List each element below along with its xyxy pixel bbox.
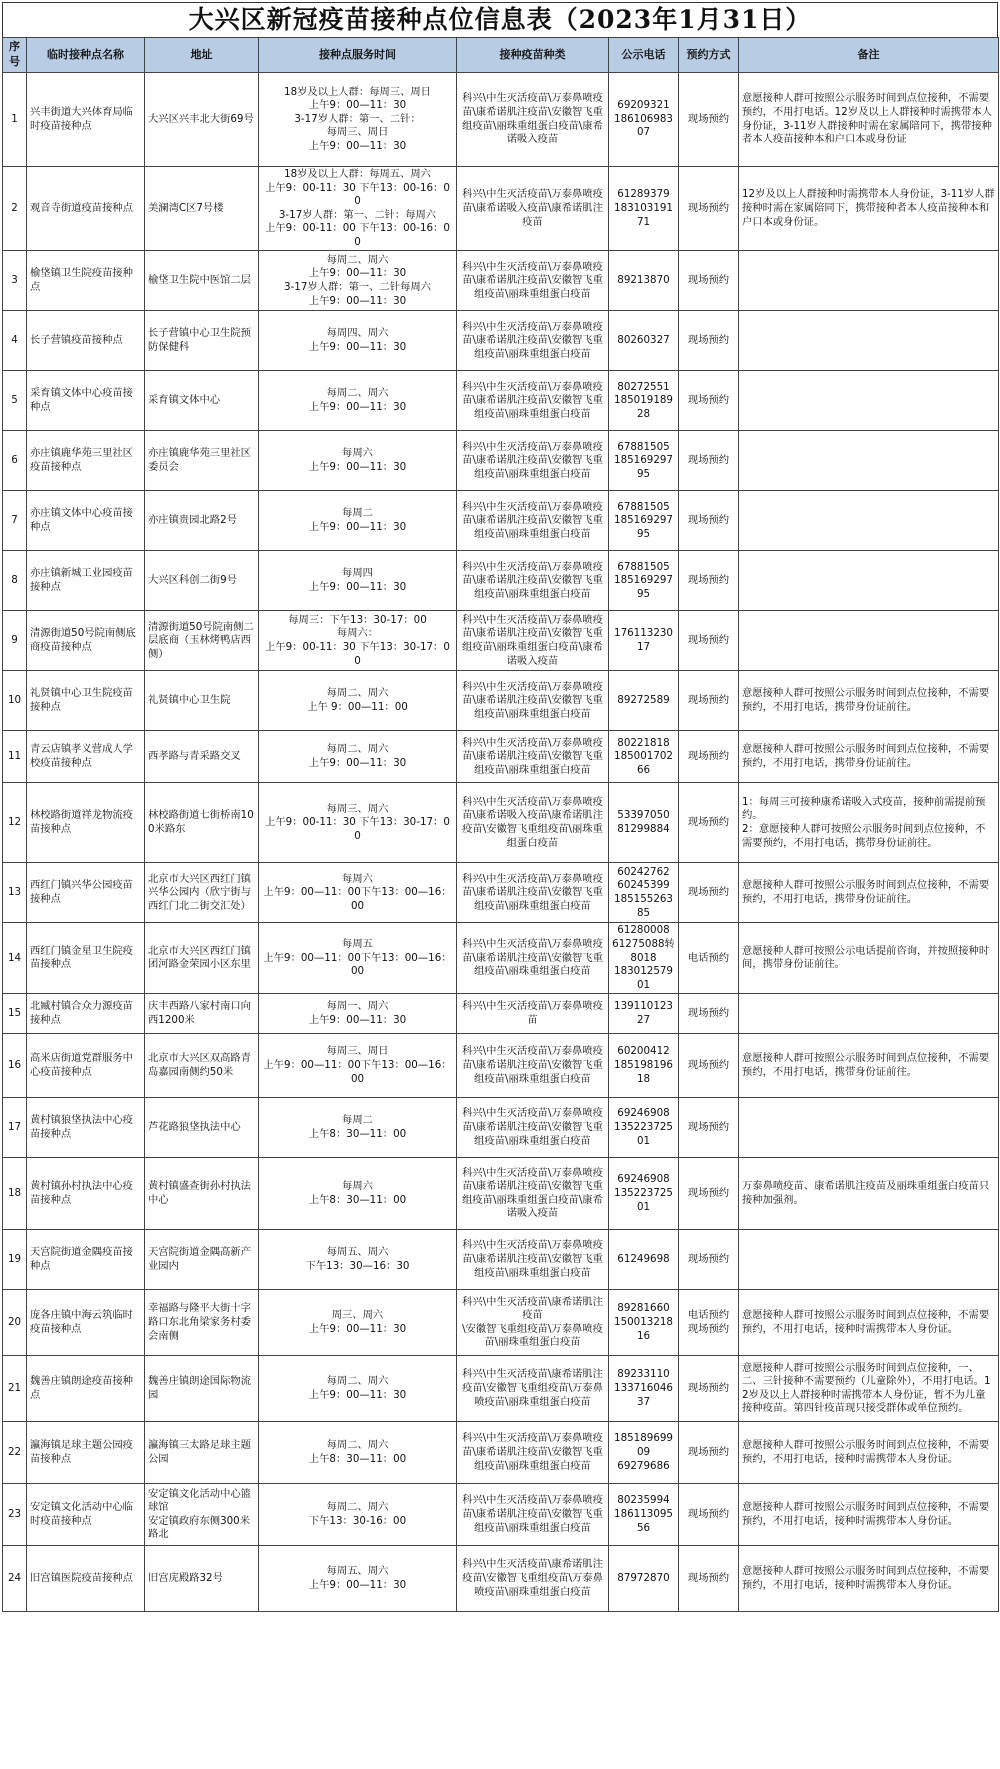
booking-method: 现场预约 (679, 731, 739, 783)
site-name: 亦庄镇文体中心疫苗接种点 (27, 491, 145, 551)
remarks (739, 994, 999, 1034)
row-index: 15 (3, 994, 27, 1034)
contact-phone: 89272589 (609, 671, 679, 731)
row-index: 22 (3, 1422, 27, 1484)
site-address: 长子营镇中心卫生院预防保健科 (145, 311, 259, 371)
site-address: 芦花路狼垡执法中心 (145, 1098, 259, 1158)
site-address: 礼贤镇中心卫生院 (145, 671, 259, 731)
booking-method: 现场预约 (679, 611, 739, 671)
page-title: 大兴区新冠疫苗接种点位信息表（2023年1月31日） (2, 2, 998, 37)
table-row (3, 551, 999, 611)
table-row (3, 1422, 999, 1484)
site-name: 采育镇文体中心疫苗接种点 (27, 371, 145, 431)
site-address: 大兴区科创二街9号 (145, 551, 259, 611)
service-time: 每周六 上午9：00—11：30 (259, 431, 457, 491)
site-address: 魏善庄镇朗途国际物流园 (145, 1356, 259, 1422)
remarks: 万泰鼻喷疫苗、康希诺肌注疫苗及丽珠重组蛋白疫苗只接种加强剂。 (739, 1158, 999, 1230)
service-time: 每周四、周六 上午9：00—11：30 (259, 311, 457, 371)
table-row (3, 431, 999, 491)
booking-method: 现场预约 (679, 1422, 739, 1484)
site-address: 北京市大兴区西红门镇团河路金荣园小区东里 (145, 923, 259, 994)
row-index: 12 (3, 783, 27, 863)
booking-method: 电话预约 现场预约 (679, 1290, 739, 1356)
contact-phone: 61249698 (609, 1230, 679, 1290)
site-address: 旧宫庑殿路32号 (145, 1546, 259, 1612)
row-index: 9 (3, 611, 27, 671)
site-address: 西孝路与青采路交叉 (145, 731, 259, 783)
site-name: 青云店镇孝义营成人学校疫苗接种点 (27, 731, 145, 783)
table-row (3, 671, 999, 731)
table-row (3, 167, 999, 251)
remarks (739, 1230, 999, 1290)
table-row (3, 371, 999, 431)
remarks (739, 611, 999, 671)
header-vaccine-types: 接种疫苗种类 (457, 38, 609, 73)
row-index: 1 (3, 73, 27, 167)
site-name: 礼贤镇中心卫生院疫苗接种点 (27, 671, 145, 731)
site-address: 大兴区兴丰北大街69号 (145, 73, 259, 167)
remarks: 意愿接种人群可按照公示电话提前咨询，并按照接种时间，携带身份证前往。 (739, 923, 999, 994)
row-index: 20 (3, 1290, 27, 1356)
site-name: 魏善庄镇朗途疫苗接种点 (27, 1356, 145, 1422)
table-row (3, 731, 999, 783)
table-row (3, 73, 999, 167)
service-time: 每周三、周六 上午9：00-11：30 下午13：30-17：00 (259, 783, 457, 863)
remarks: 意愿接种人群可按照公示服务时间到点位接种，不需要预约，不用打电话，携带身份证前往。 (739, 731, 999, 783)
vaccine-types: 科兴\中生灭活疫苗\万泰鼻喷疫苗\康希诺肌注疫苗\安徽智飞重组疫苗\丽珠重组蛋白疫苗\康希诺吸入疫苗 (457, 611, 609, 671)
table-row (3, 1034, 999, 1098)
site-name: 黄村镇狼垡执法中心疫苗接种点 (27, 1098, 145, 1158)
booking-method: 现场预约 (679, 371, 739, 431)
service-time: 每周二、周六 下午13：30-16：00 (259, 1484, 457, 1546)
row-index: 19 (3, 1230, 27, 1290)
booking-method: 现场预约 (679, 783, 739, 863)
remarks (739, 1098, 999, 1158)
vaccine-types: 科兴\中生灭活疫苗\万泰鼻喷疫苗\康希诺肌注疫苗\安徽智飞重组疫苗\丽珠重组蛋白疫苗 (457, 923, 609, 994)
remarks: 意愿接种人群可按照公示服务时间到点位接种，不需要预约，不用打电话，接种时需携带本人身份证。 (739, 1290, 999, 1356)
table-row (3, 611, 999, 671)
contact-phone: 60242762 60245399 18515526385 (609, 863, 679, 923)
vaccine-types: 科兴\中生灭活疫苗\万泰鼻喷疫苗\康希诺肌注疫苗\安徽智飞重组疫苗\丽珠重组蛋白疫苗 (457, 491, 609, 551)
row-index: 8 (3, 551, 27, 611)
site-name: 黄村镇孙村执法中心疫苗接种点 (27, 1158, 145, 1230)
site-name: 瀛海镇足球主题公园疫苗接种点 (27, 1422, 145, 1484)
site-address: 幸福路与隆平大街十字路口东北角梁家务村委会南侧 (145, 1290, 259, 1356)
remarks: 意愿接种人群可按照公示服务时间到点位接种，不需要预约，不用打电话，携带身份证前往。 (739, 863, 999, 923)
service-time: 每周四 上午9：00—11：30 (259, 551, 457, 611)
remarks (739, 251, 999, 311)
row-index: 23 (3, 1484, 27, 1546)
site-address: 采育镇文体中心 (145, 371, 259, 431)
contact-phone: 67881505 18516929795 (609, 551, 679, 611)
contact-phone: 67881505 18516929795 (609, 491, 679, 551)
vaccine-types: 科兴\中生灭活疫苗\万泰鼻喷疫苗\康希诺肌注疫苗\安徽智飞重组疫苗\丽珠重组蛋白疫苗 (457, 1098, 609, 1158)
vaccination-sheet (2, 2, 998, 1612)
booking-method: 现场预约 (679, 311, 739, 371)
site-address: 清源街道50号院南侧二层底商（玉林烤鸭店西侧） (145, 611, 259, 671)
booking-method: 现场预约 (679, 431, 739, 491)
row-index: 16 (3, 1034, 27, 1098)
site-name: 天宫院街道金隅疫苗接种点 (27, 1230, 145, 1290)
row-index: 5 (3, 371, 27, 431)
remarks (739, 551, 999, 611)
remarks (739, 431, 999, 491)
site-name: 旧宫镇医院疫苗接种点 (27, 1546, 145, 1612)
site-address: 北京市大兴区双高路青岛嘉园南侧约50米 (145, 1034, 259, 1098)
row-index: 11 (3, 731, 27, 783)
booking-method: 现场预约 (679, 73, 739, 167)
header-booking-method: 预约方式 (679, 38, 739, 73)
remarks: 1：每周三可接种康希诺吸入式疫苗，接种前需提前预约。 2：意愿接种人群可按照公示服务时间到点位接种，不需要预约，不用打电话，携带身份证前往。 (739, 783, 999, 863)
remarks (739, 371, 999, 431)
contact-phone: 89281660 15001321816 (609, 1290, 679, 1356)
booking-method: 现场预约 (679, 1230, 739, 1290)
site-name: 北臧村镇合众力源疫苗接种点 (27, 994, 145, 1034)
booking-method: 现场预约 (679, 1158, 739, 1230)
header-phone: 公示电话 (609, 38, 679, 73)
row-index: 13 (3, 863, 27, 923)
service-time: 每周二、周六 上午9：00—11：30 (259, 371, 457, 431)
service-time: 每周三、周日 上午9：00—11：00下午13：00—16：00 (259, 1034, 457, 1098)
site-address: 瀛海镇三太路足球主题公园 (145, 1422, 259, 1484)
vaccine-types: 科兴\中生灭活疫苗\万泰鼻喷疫苗\康希诺肌注疫苗\安徽智飞重组疫苗\丽珠重组蛋白疫苗 (457, 1034, 609, 1098)
booking-method: 现场预约 (679, 671, 739, 731)
header-index: 序号 (3, 38, 27, 73)
contact-phone: 69209321 18610698307 (609, 73, 679, 167)
table-row (3, 311, 999, 371)
contact-phone: 67881505 18516929795 (609, 431, 679, 491)
site-name: 高米店街道党群服务中心疫苗接种点 (27, 1034, 145, 1098)
vaccination-table (2, 37, 999, 1612)
service-time: 18岁及以上人群：每周五、周六 上午9：00-11：30 下午13：00-16：00 3-17岁人群：第一、二针：每周六 上午9：00-11：00 下午13：00-16：00 (259, 167, 457, 251)
contact-phone: 13911012327 (609, 994, 679, 1034)
site-address: 美澜湾C区7号楼 (145, 167, 259, 251)
booking-method: 现场预约 (679, 551, 739, 611)
site-name: 西红门镇金星卫生院疫苗接种点 (27, 923, 145, 994)
site-name: 榆垡镇卫生院疫苗接种点 (27, 251, 145, 311)
header-address: 地址 (145, 38, 259, 73)
table-row (3, 1098, 999, 1158)
site-name: 亦庄镇鹿华苑三里社区 疫苗接种点 (27, 431, 145, 491)
contact-phone: 87972870 (609, 1546, 679, 1612)
booking-method: 现场预约 (679, 1356, 739, 1422)
site-name: 观音寺街道疫苗接种点 (27, 167, 145, 251)
table-row (3, 783, 999, 863)
header-row (3, 38, 999, 73)
contact-phone: 80272551 18501918928 (609, 371, 679, 431)
service-time: 18岁及以上人群：每周三、周日 上午9：00—11：30 3-17岁人群：第一、二针： 每周三、周日 上午9：00—11：30 (259, 73, 457, 167)
vaccine-types: 科兴\中生灭活疫苗\康希诺肌注疫苗 \安徽智飞重组疫苗\万泰鼻喷疫苗\丽珠重组蛋白疫苗 (457, 1290, 609, 1356)
service-time: 每周二、周六 上午9：00—11：30 (259, 731, 457, 783)
table-row (3, 1356, 999, 1422)
remarks: 意愿接种人群可按照公示服务时间到点位接种，不需要预约，不用打电话，接种时需携带本人身份证。 (739, 1546, 999, 1612)
row-index: 17 (3, 1098, 27, 1158)
booking-method: 现场预约 (679, 1546, 739, 1612)
vaccine-types: 科兴\中生灭活疫苗\康希诺肌注疫苗\安徽智飞重组疫苗\万泰鼻喷疫苗\丽珠重组蛋白疫苗 (457, 1356, 609, 1422)
site-name: 安定镇文化活动中心临时疫苗接种点 (27, 1484, 145, 1546)
contact-phone: 69246908 13522372501 (609, 1158, 679, 1230)
vaccine-types: 科兴\中生灭活疫苗\万泰鼻喷疫苗\康希诺肌注疫苗\安徽智飞重组疫苗\丽珠重组蛋白疫苗 (457, 311, 609, 371)
vaccine-types: 科兴\中生灭活疫苗\万泰鼻喷疫苗\康希诺肌注疫苗\安徽智飞重组疫苗\丽珠重组蛋白疫苗 (457, 1422, 609, 1484)
booking-method: 现场预约 (679, 167, 739, 251)
row-index: 10 (3, 671, 27, 731)
table-row (3, 1484, 999, 1546)
contact-phone: 18518969909 69279686 (609, 1422, 679, 1484)
service-time: 每周二、周六 上午9：00—11：30 (259, 1356, 457, 1422)
service-time: 每周六 上午8：30—11：00 (259, 1158, 457, 1230)
vaccine-types: 科兴\中生灭活疫苗\万泰鼻喷疫苗\康希诺肌注疫苗\安徽智飞重组疫苗\丽珠重组蛋白疫苗 (457, 1230, 609, 1290)
table-row (3, 1158, 999, 1230)
site-address: 安定镇文化活动中心篮球馆 安定镇政府东侧300米路北 (145, 1484, 259, 1546)
booking-method: 电话预约 (679, 923, 739, 994)
contact-phone: 80221818 18500170266 (609, 731, 679, 783)
vaccine-types: 科兴\中生灭活疫苗\康希诺肌注疫苗\安徽智飞重组疫苗\万泰鼻喷疫苗\丽珠重组蛋白疫苗 (457, 1546, 609, 1612)
booking-method: 现场预约 (679, 1034, 739, 1098)
vaccine-types: 科兴\中生灭活疫苗\万泰鼻喷疫苗\康希诺肌注疫苗\安徽智飞重组疫苗\丽珠重组蛋白疫苗 (457, 251, 609, 311)
vaccine-types: 科兴\中生灭活疫苗\万泰鼻喷疫苗\康希诺肌注疫苗\安徽智飞重组疫苗\丽珠重组蛋白疫苗 (457, 1484, 609, 1546)
row-index: 6 (3, 431, 27, 491)
service-time: 周三、周六 上午9：00—11：30 (259, 1290, 457, 1356)
booking-method: 现场预约 (679, 491, 739, 551)
site-name: 西红门镇兴华公园疫苗接种点 (27, 863, 145, 923)
vaccine-types: 科兴\中生灭活疫苗\万泰鼻喷疫苗\康希诺肌注疫苗\安徽智飞重组疫苗\丽珠重组蛋白疫苗\康希诺吸入疫苗 (457, 73, 609, 167)
row-index: 14 (3, 923, 27, 994)
remarks: 意愿接种人群可按照公示服务时间到点位接种，不需要预约，不用打电话。12岁及以上人群接种时需携带本人身份证，3-11岁人群接种时需在家属陪同下，携带接种者本人疫苗接种本和户口本或身份证 (739, 73, 999, 167)
service-time: 每周二 上午9：00—11：30 (259, 491, 457, 551)
remarks: 意愿接种人群可按照公示服务时间到点位接种，不需要预约，不用打电话，携带身份证前往。 (739, 671, 999, 731)
row-index: 4 (3, 311, 27, 371)
site-address: 榆垡卫生院中医馆二层 (145, 251, 259, 311)
table-row (3, 1546, 999, 1612)
table-row (3, 1230, 999, 1290)
vaccine-types: 科兴\中生灭活疫苗\万泰鼻喷疫苗\康希诺吸入疫苗\康希诺肌注疫苗 (457, 167, 609, 251)
site-address: 黄村镇盛查街孙村执法中心 (145, 1158, 259, 1230)
vaccine-types: 科兴\中生灭活疫苗\万泰鼻喷疫苗\康希诺肌注疫苗\安徽智飞重组疫苗\丽珠重组蛋白疫苗\康希诺吸入疫苗 (457, 1158, 609, 1230)
site-address: 北京市大兴区西红门镇兴华公园内（欣宁街与西红门北二街交汇处） (145, 863, 259, 923)
vaccine-types: 科兴\中生灭活疫苗\万泰鼻喷疫苗\康希诺吸入疫苗\康希诺肌注疫苗\安徽智飞重组疫苗\丽珠重组蛋白疫苗 (457, 783, 609, 863)
vaccine-types: 科兴\中生灭活疫苗\万泰鼻喷疫苗\康希诺肌注疫苗\安徽智飞重组疫苗\丽珠重组蛋白疫苗 (457, 863, 609, 923)
site-address: 林校路街道七街桥南100米路东 (145, 783, 259, 863)
service-time: 每周一、周六 上午9：00—11：30 (259, 994, 457, 1034)
contact-phone: 89233110 13371604637 (609, 1356, 679, 1422)
vaccine-types: 科兴\中生灭活疫苗\万泰鼻喷疫苗\康希诺肌注疫苗\安徽智飞重组疫苗\丽珠重组蛋白疫苗 (457, 671, 609, 731)
table-row (3, 863, 999, 923)
service-time: 每周六 上午9：00—11：00下午13：00—16：00 (259, 863, 457, 923)
row-index: 3 (3, 251, 27, 311)
service-time: 每周五、周六 下午13：30—16：30 (259, 1230, 457, 1290)
contact-phone: 53397050 81299884 (609, 783, 679, 863)
site-name: 庞各庄镇中海云筑临时疫苗接种点 (27, 1290, 145, 1356)
site-address: 亦庄镇鹿华苑三里社区委员会 (145, 431, 259, 491)
service-time: 每周二、周六 上午 9：00—11：00 (259, 671, 457, 731)
vaccine-types: 科兴\中生灭活疫苗\万泰鼻喷疫苗\康希诺肌注疫苗\安徽智飞重组疫苗\丽珠重组蛋白疫苗 (457, 431, 609, 491)
booking-method: 现场预约 (679, 994, 739, 1034)
table-row (3, 923, 999, 994)
site-name: 林校路街道祥龙物流疫苗接种点 (27, 783, 145, 863)
service-time: 每周二、周六 上午8：30—11：00 (259, 1422, 457, 1484)
table-row (3, 1290, 999, 1356)
site-address: 天宫院街道金隅高新产业园内 (145, 1230, 259, 1290)
header-service-time: 接种点服务时间 (259, 38, 457, 73)
service-time: 每周五、周六 上午9：00—11：30 (259, 1546, 457, 1612)
booking-method: 现场预约 (679, 1098, 739, 1158)
row-index: 7 (3, 491, 27, 551)
site-address: 庆丰西路八家村南口向西1200米 (145, 994, 259, 1034)
remarks: 12岁及以上人群接种时需携带本人身份证，3-11岁人群接种时需在家属陪同下，携带接种者本人疫苗接种本和户口本或身份证。 (739, 167, 999, 251)
contact-phone: 80235994 18611309556 (609, 1484, 679, 1546)
booking-method: 现场预约 (679, 863, 739, 923)
contact-phone: 17611323017 (609, 611, 679, 671)
contact-phone: 89213870 (609, 251, 679, 311)
booking-method: 现场预约 (679, 1484, 739, 1546)
service-time: 每周二、周六 上午9：00—11：30 3-17岁人群：第一、二针每周六 上午9：00—11：30 (259, 251, 457, 311)
site-name: 清源街道50号院南侧底商疫苗接种点 (27, 611, 145, 671)
vaccine-types: 科兴\中生灭活疫苗\万泰鼻喷疫苗\康希诺肌注疫苗\安徽智飞重组疫苗\丽珠重组蛋白疫苗 (457, 731, 609, 783)
service-time: 每周三：下午13：30-17：00 每周六： 上午9：00-11：30 下午13：30-17：00 (259, 611, 457, 671)
site-name: 亦庄镇新城工业园疫苗接种点 (27, 551, 145, 611)
remarks: 意愿接种人群可按照公示服务时间到点位接种，不需要预约，不用打电话，携带身份证前往。 (739, 1034, 999, 1098)
remarks (739, 491, 999, 551)
table-row (3, 251, 999, 311)
contact-phone: 80260327 (609, 311, 679, 371)
booking-method: 现场预约 (679, 251, 739, 311)
table-row (3, 491, 999, 551)
remarks: 意愿接种人群可按照公示服务时间到点位接种，不需要预约，不用打电话，接种时需携带本人身份证。 (739, 1484, 999, 1546)
contact-phone: 69246908 13522372501 (609, 1098, 679, 1158)
service-time: 每周二 上午8：30—11：00 (259, 1098, 457, 1158)
site-address: 亦庄镇贵园北路2号 (145, 491, 259, 551)
table-row (3, 994, 999, 1034)
vaccine-types: 科兴\中生灭活疫苗\万泰鼻喷疫苗\康希诺肌注疫苗\安徽智飞重组疫苗\丽珠重组蛋白疫苗 (457, 371, 609, 431)
row-index: 2 (3, 167, 27, 251)
remarks (739, 311, 999, 371)
row-index: 21 (3, 1356, 27, 1422)
header-site-name: 临时接种点名称 (27, 38, 145, 73)
site-name: 长子营镇疫苗接种点 (27, 311, 145, 371)
remarks: 意愿接种人群可按照公示服务时间到点位接种，一、二、三针接种不需要预约（儿童除外），不用打电话。12岁及以上人群接种时需携带本人身份证，暂不为儿童接种疫苗。第四针疫苗现只接受群体或单位预约。 (739, 1356, 999, 1422)
remarks: 意愿接种人群可按照公示服务时间到点位接种，不需要预约，不用打电话，接种时需携带本人身份证。 (739, 1422, 999, 1484)
header-remarks: 备注 (739, 38, 999, 73)
service-time: 每周五 上午9：00—11：00下午13：00—16：00 (259, 923, 457, 994)
row-index: 24 (3, 1546, 27, 1612)
contact-phone: 60200412 18519819618 (609, 1034, 679, 1098)
site-name: 兴丰街道大兴体育局临时疫苗接种点 (27, 73, 145, 167)
contact-phone: 61289379 18310319171 (609, 167, 679, 251)
vaccine-types: 科兴\中生灭活疫苗\万泰鼻喷疫苗\康希诺肌注疫苗\安徽智飞重组疫苗\丽珠重组蛋白疫苗 (457, 551, 609, 611)
contact-phone: 61280008 61275088转8018 18301257901 (609, 923, 679, 994)
vaccine-types: 科兴\中生灭活疫苗\万泰鼻喷疫苗 (457, 994, 609, 1034)
row-index: 18 (3, 1158, 27, 1230)
